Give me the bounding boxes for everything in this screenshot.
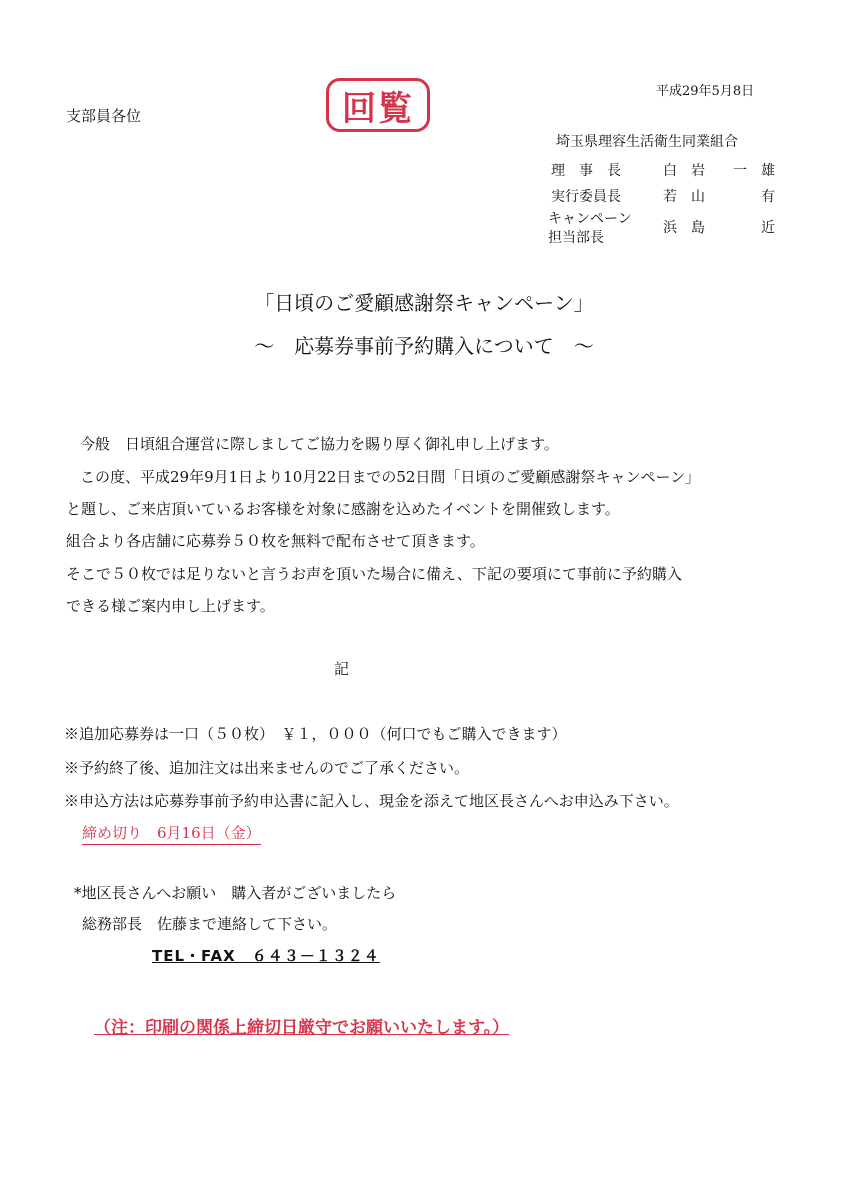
body-paragraph-line: できる様ご案内申し上げます。 bbox=[66, 597, 275, 615]
body-paragraph-line: と題し、ご来店頂いているお客様を対象に感謝を込めたイベントを開催致します。 bbox=[66, 500, 620, 518]
note-item: ※予約終了後、追加注文は出来ませんのでご了承ください。 bbox=[64, 759, 470, 777]
body-paragraph-line: 組合より各店舗に応募券５０枚を無料で配布させて頂きます。 bbox=[66, 532, 485, 550]
organization-name: 埼玉県理容生活衛生同業組合 bbox=[556, 134, 738, 150]
kairan-stamp: 回覧 bbox=[326, 78, 430, 132]
body-paragraph-line: 今般 日頃組合運営に際しましてご協力を賜り厚く御礼申し上げます。 bbox=[80, 435, 559, 453]
official-name-campaign: 浜 島 近 bbox=[663, 220, 775, 236]
official-name-committee-chair: 若 山 有 bbox=[663, 189, 775, 205]
body-paragraph-line: この度、平成29年9月1日より10月22日までの52日間「日頃のご愛顧感謝祭キャンペーン」 bbox=[80, 468, 701, 486]
official-title-campaign-line2: 担当部長 bbox=[548, 230, 604, 246]
tel-fax-number: TEL・FAX ６４３－１３２４ bbox=[152, 947, 380, 965]
official-title-chairman: 理 事 長 bbox=[551, 163, 621, 179]
deadline-warning: （注：印刷の関係上締切日厳守でお願いいたします。） bbox=[94, 1018, 510, 1038]
addressee: 支部員各位 bbox=[66, 107, 142, 125]
note-item: ※追加応募券は一口（５０枚） ￥１，０００（何口でもご購入できます） bbox=[64, 725, 567, 743]
document-title: 「日頃のご愛顧感謝祭キャンペーン」 bbox=[254, 291, 594, 315]
deadline-text: 締め切り 6月16日（金） bbox=[82, 822, 261, 845]
document-subtitle: ～ 応募券事前予約購入について ～ bbox=[254, 334, 594, 358]
issue-date: 平成29年5月8日 bbox=[656, 84, 755, 99]
contact-person: 総務部長 佐藤まで連絡して下さい。 bbox=[82, 915, 338, 933]
official-name-chairman: 白 岩 一 雄 bbox=[663, 163, 775, 179]
body-paragraph-line: そこで５０枚では足りないと言うお声を頂いた場合に備え、下記の要項にて事前に予約購入 bbox=[66, 565, 682, 583]
official-title-committee-chair: 実行委員長 bbox=[551, 189, 621, 205]
ki-heading: 記 bbox=[334, 660, 350, 678]
note-item: ※申込方法は応募券事前予約申込書に記入し、現金を添えて地区長さんへお申込み下さい。 bbox=[64, 792, 679, 810]
official-title-campaign-line1: キャンペーン bbox=[548, 211, 632, 227]
contact-request: *地区長さんへお願い 購入者がございましたら bbox=[74, 884, 397, 902]
